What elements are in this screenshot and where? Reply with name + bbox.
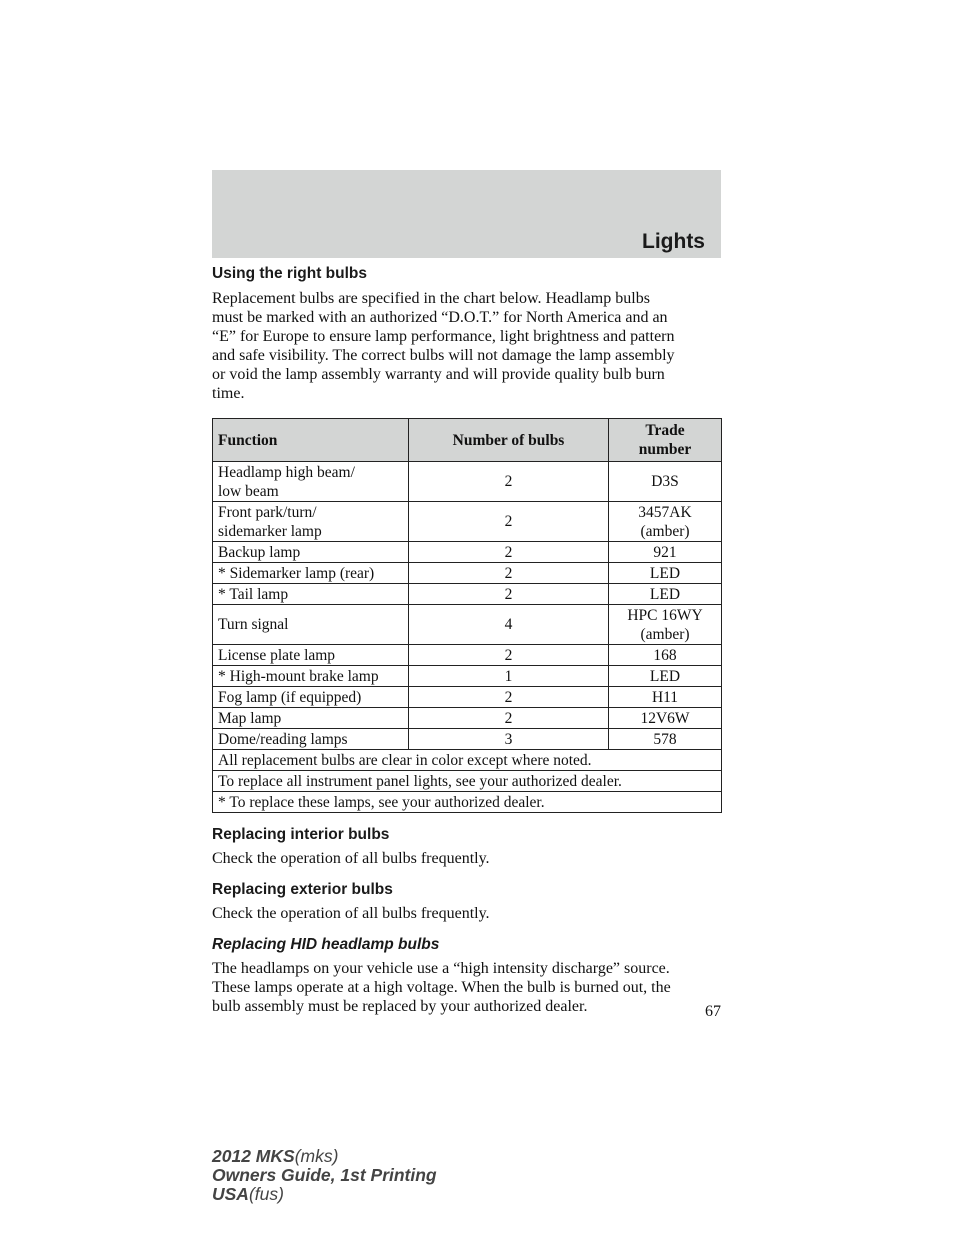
table-header-row bbox=[213, 419, 722, 462]
cell-trade: LED bbox=[609, 584, 722, 605]
cell-number: 2 bbox=[409, 584, 609, 605]
cell-number: 3 bbox=[409, 729, 609, 750]
table-note-row bbox=[213, 792, 722, 813]
cell-trade: 12V6W bbox=[609, 708, 722, 729]
cell-number: 2 bbox=[409, 502, 609, 542]
table-row bbox=[213, 542, 722, 563]
table-row bbox=[213, 584, 722, 605]
section-title: Lights bbox=[642, 230, 705, 253]
exterior-text: Check the operation of all bulbs frequently. bbox=[212, 905, 490, 922]
cell-trade: H11 bbox=[609, 687, 722, 708]
cell-trade: 921 bbox=[609, 542, 722, 563]
cell-trade: 168 bbox=[609, 645, 722, 666]
section-hid-headlamp bbox=[212, 935, 721, 1016]
header-trade-number: Trade number bbox=[609, 419, 722, 462]
cell-number: 2 bbox=[409, 687, 609, 708]
table-row bbox=[213, 563, 722, 584]
page-number: 67 bbox=[705, 1003, 721, 1020]
section-interior-bulbs bbox=[212, 825, 721, 868]
table-row bbox=[213, 687, 722, 708]
table-row bbox=[213, 462, 722, 502]
cell-trade: 578 bbox=[609, 729, 722, 750]
cell-function: * Sidemarker lamp (rear) bbox=[213, 563, 409, 584]
cell-function: Dome/reading lamps bbox=[213, 729, 409, 750]
heading-exterior-bulbs: Replacing exterior bulbs bbox=[212, 881, 393, 898]
cell-trade: LED bbox=[609, 563, 722, 584]
bulb-specification-table bbox=[212, 418, 722, 813]
table-row bbox=[213, 729, 722, 750]
section-exterior-bulbs bbox=[212, 880, 721, 923]
cell-number: 2 bbox=[409, 542, 609, 563]
note-clear-color: All replacement bulbs are clear in color except where noted. bbox=[213, 750, 722, 771]
cell-function: * Tail lamp bbox=[213, 584, 409, 605]
table-row bbox=[213, 502, 722, 542]
note-instrument-panel: To replace all instrument panel lights, see your authorized dealer. bbox=[213, 771, 722, 792]
cell-number: 2 bbox=[409, 708, 609, 729]
table-note-row bbox=[213, 750, 722, 771]
table-row bbox=[213, 666, 722, 687]
cell-function: Fog lamp (if equipped) bbox=[213, 687, 409, 708]
header-function: Function bbox=[213, 419, 409, 462]
cell-number: 2 bbox=[409, 563, 609, 584]
cell-function: Turn signal bbox=[213, 605, 409, 645]
page-content bbox=[212, 264, 721, 1016]
cell-number: 1 bbox=[409, 666, 609, 687]
note-asterisk-dealer: * To replace these lamps, see your authorized dealer. bbox=[213, 792, 722, 813]
cell-trade: HPC 16WY (amber) bbox=[609, 605, 722, 645]
cell-function: Backup lamp bbox=[213, 542, 409, 563]
table-row bbox=[213, 708, 722, 729]
heading-interior-bulbs: Replacing interior bulbs bbox=[212, 826, 390, 843]
cell-function: Front park/turn/ sidemarker lamp bbox=[213, 502, 409, 542]
heading-using-right-bulbs: Using the right bulbs bbox=[212, 265, 367, 282]
hid-text: The headlamps on your vehicle use a “high intensity discharge” source. These lamps operate at a high voltage. When the bulb is burned out, the bulb assembly must be replaced by your authorized dealer. bbox=[212, 960, 671, 1015]
cell-trade: 3457AK (amber) bbox=[609, 502, 722, 542]
cell-number: 2 bbox=[409, 462, 609, 502]
table-note-row bbox=[213, 771, 722, 792]
table-row bbox=[213, 645, 722, 666]
footer-print-info: 2012 MKS(mks) Owners Guide, 1st Printing USA(fus) bbox=[212, 1146, 437, 1204]
cell-function: Map lamp bbox=[213, 708, 409, 729]
cell-function: * High-mount brake lamp bbox=[213, 666, 409, 687]
cell-trade: LED bbox=[609, 666, 722, 687]
intro-paragraph: Replacement bulbs are specified in the chart below. Headlamp bulbs must be marked with an authorized “D.O.T.” for North America and an “E” for Europe to ensure lamp performance, light brightness and pattern and safe visibility. The correct bulbs will not damage the lamp assembly or void the lamp assembly warranty and will provide quality bulb burn time. bbox=[212, 290, 675, 402]
cell-number: 4 bbox=[409, 605, 609, 645]
section-header-band bbox=[212, 170, 721, 258]
table-row bbox=[213, 605, 722, 645]
cell-number: 2 bbox=[409, 645, 609, 666]
header-number-of-bulbs: Number of bulbs bbox=[409, 419, 609, 462]
interior-text: Check the operation of all bulbs frequently. bbox=[212, 850, 490, 867]
cell-trade: D3S bbox=[609, 462, 722, 502]
cell-function: Headlamp high beam/ low beam bbox=[213, 462, 409, 502]
heading-hid-headlamp: Replacing HID headlamp bulbs bbox=[212, 936, 440, 953]
cell-function: License plate lamp bbox=[213, 645, 409, 666]
